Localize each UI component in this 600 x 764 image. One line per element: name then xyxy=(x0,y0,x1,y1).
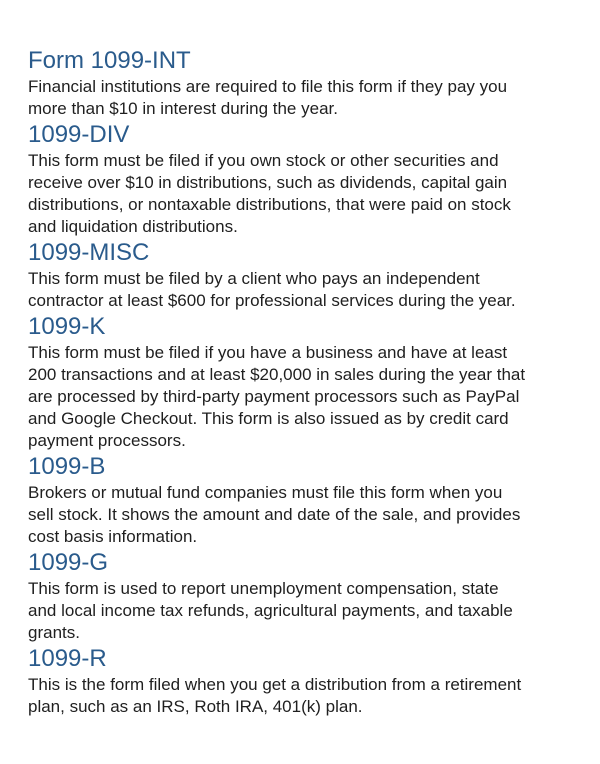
form-description xyxy=(28,342,588,452)
form-title: 1099-DIV xyxy=(28,121,130,148)
description-line: more than $10 in interest during the year. xyxy=(28,99,338,118)
description-line: are processed by third-party payment processors such as PayPal xyxy=(28,387,520,406)
description-line: receive over $10 in distributions, such as dividends, capital gain xyxy=(28,173,508,192)
description-line: This form must be filed by a client who pays an independent xyxy=(28,269,480,288)
description-line: 200 transactions and at least $20,000 in sales during the year that xyxy=(28,365,526,384)
document-page xyxy=(28,46,588,718)
form-entry-1099-g xyxy=(28,548,588,644)
description-line: This form must be filed if you have a business and have at least xyxy=(28,343,508,362)
form-title: 1099-K xyxy=(28,313,106,340)
description-line: Financial institutions are required to file this form if they pay you xyxy=(28,77,508,96)
description-line: This form must be filed if you own stock or other securities and xyxy=(28,151,499,170)
description-line: sell stock. It shows the amount and date of the sale, and provides xyxy=(28,505,521,524)
description-line: and Google Checkout. This form is also issued as by credit card xyxy=(28,409,509,428)
form-title: 1099-G xyxy=(28,549,109,576)
description-line: distributions, or nontaxable distributions, that were paid on stock xyxy=(28,195,511,214)
form-entry-1099-r xyxy=(28,644,588,718)
form-entry-1099-int xyxy=(28,46,588,120)
form-description xyxy=(28,150,588,238)
description-line: plan, such as an IRS, Roth IRA, 401(k) plan. xyxy=(28,697,363,716)
form-description xyxy=(28,482,588,548)
form-title: Form 1099-INT xyxy=(28,47,191,74)
form-entry-1099-k xyxy=(28,312,588,452)
description-line: grants. xyxy=(28,623,80,642)
description-line: This form is used to report unemployment compensation, state xyxy=(28,579,499,598)
description-line: Brokers or mutual fund companies must file this form when you xyxy=(28,483,503,502)
form-description xyxy=(28,674,588,718)
description-line: and local income tax refunds, agricultural payments, and taxable xyxy=(28,601,513,620)
description-line: cost basis information. xyxy=(28,527,198,546)
form-entry-1099-div xyxy=(28,120,588,238)
form-description xyxy=(28,578,588,644)
form-entry-1099-b xyxy=(28,452,588,548)
description-line: This is the form filed when you get a distribution from a retirement xyxy=(28,675,522,694)
form-description xyxy=(28,268,588,312)
description-line: contractor at least $600 for professional services during the year. xyxy=(28,291,516,310)
form-title: 1099-B xyxy=(28,453,106,480)
description-line: payment processors. xyxy=(28,431,186,450)
form-title: 1099-R xyxy=(28,645,107,672)
form-entry-1099-misc xyxy=(28,238,588,312)
form-description xyxy=(28,76,588,120)
form-title: 1099-MISC xyxy=(28,239,150,266)
description-line: and liquidation distributions. xyxy=(28,217,238,236)
